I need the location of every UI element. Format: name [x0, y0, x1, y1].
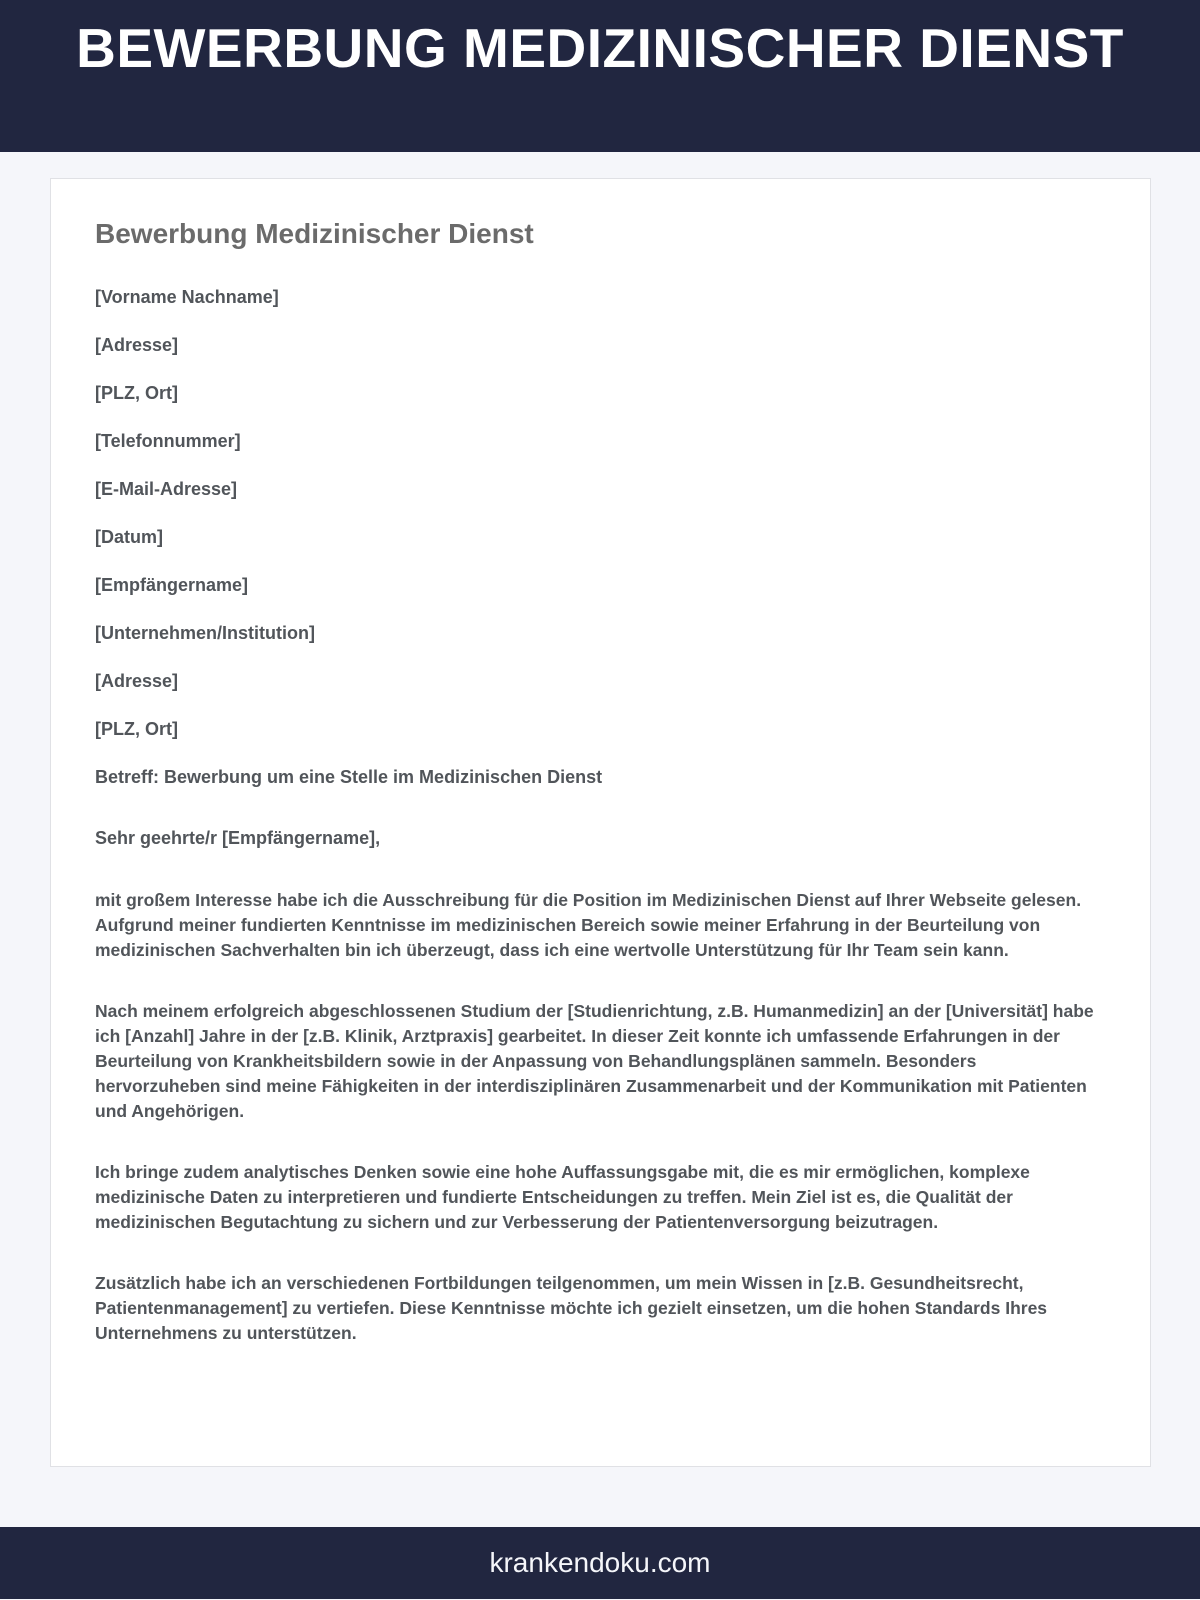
page-header-banner	[0, 0, 1200, 152]
sender-email-placeholder: [E-Mail-Adresse]	[95, 479, 238, 499]
subject-block	[95, 766, 1106, 789]
sender-street-placeholder: [Adresse]	[95, 335, 179, 355]
sender-phone-placeholder: [Telefonnummer]	[95, 431, 241, 451]
footer-site-name: krankendoku.com	[489, 1547, 711, 1578]
page-title: BEWERBUNG MEDIZINISCHER DIENST	[76, 17, 1124, 79]
recipient-address-block	[95, 574, 1106, 741]
subject-line: Betreff: Bewerbung um eine Stelle im Medizinischen Dienst	[95, 767, 603, 787]
letter-title: Bewerbung Medizinischer Dienst	[95, 218, 534, 249]
body-paragraph-4: Zusätzlich habe ich an verschiedenen Fortbildungen teilgenommen, um mein Wissen in [z.B. Gesundheitsrecht, Patientenmanagement] zu vertiefen. Diese Kenntnisse möchte ich gezielt einsetzen, um die hohen Standards Ihres Unternehmens zu unterstützen.	[95, 1273, 1048, 1343]
recipient-city-placeholder: [PLZ, Ort]	[95, 719, 178, 739]
body-paragraph-3: Ich bringe zudem analytisches Denken sowie eine hohe Auffassungsgabe mit, die es mir ermöglichen, komplexe medizinische Daten zu interpretieren und fundierte Entscheidungen zu treffen. Mein Ziel ist es, die Qualität der medizinischen Begutachtung zu sichern und zur Verbesserung der Patientenversorgung beizutragen.	[95, 1162, 1030, 1232]
recipient-company-placeholder: [Unternehmen/Institution]	[95, 623, 315, 643]
salutation-line: Sehr geehrte/r [Empfängername],	[95, 828, 381, 848]
sender-address-block	[95, 286, 1106, 549]
body-paragraph-2: Nach meinem erfolgreich abgeschlossenen Studium der [Studienrichtung, z.B. Humanmedizin] an der [Universität] habe ich [Anzahl] Jahre in der [z.B. Klinik, Arztpraxis] gearbeitet. In dieser Zeit konnte ich umfassende Erfahrungen in der Beurteilung von Krankheitsbildern sowie in der Anpassung von Behandlungsplänen sammeln. Besonders hervorzuheben sind meine Fähigkeiten in der interdisziplinären Zusammenarbeit und der Kommunikation mit Patienten und Angehörigen.	[95, 1001, 1094, 1121]
letter-card	[50, 178, 1151, 1467]
sender-city-placeholder: [PLZ, Ort]	[95, 383, 178, 403]
recipient-street-placeholder: [Adresse]	[95, 671, 179, 691]
sender-name-placeholder: [Vorname Nachname]	[95, 287, 279, 307]
page-footer	[0, 1527, 1200, 1599]
body-paragraph-1: mit großem Interesse habe ich die Ausschreibung für die Position im Medizinischen Dienst auf Ihrer Webseite gelesen. Aufgrund meiner fundierten Kenntnisse im medizinischen Bereich sowie meiner Erfahrung in der Beurteilung von medizinischen Sachverhalten bin ich überzeugt, dass ich eine wertvolle Unterstützung für Ihr Team sein kann.	[95, 890, 1082, 960]
date-placeholder: [Datum]	[95, 527, 163, 547]
recipient-name-placeholder: [Empfängername]	[95, 575, 249, 595]
